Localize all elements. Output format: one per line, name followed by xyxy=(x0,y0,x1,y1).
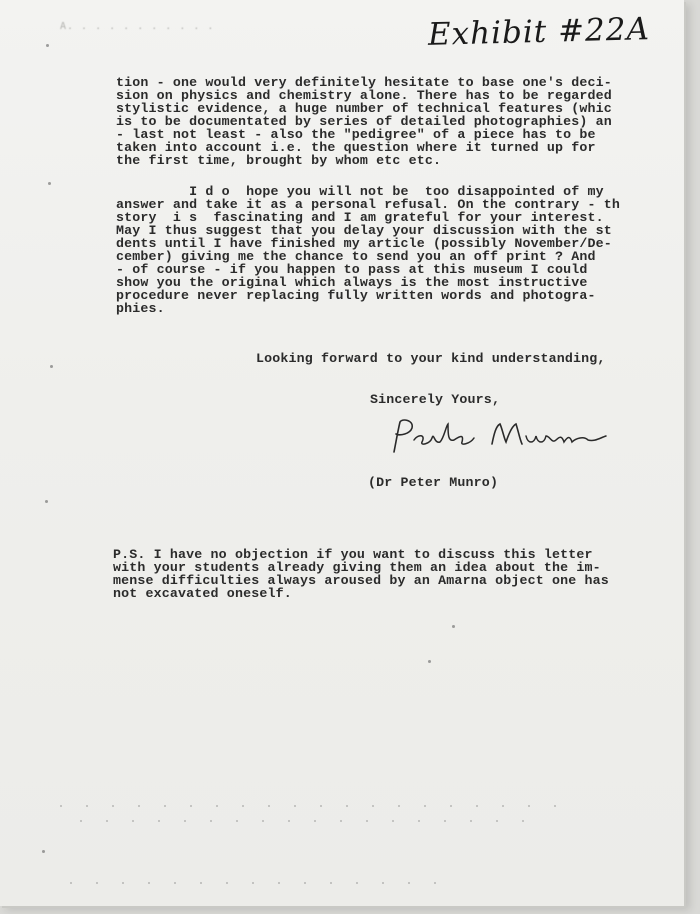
paper-speck xyxy=(45,500,48,503)
postscript: P.S. I have no objection if you want to discuss this letter with your students already giving them an idea about the im- mense difficulties always aroused by an Amarna object one has not excavated oneself. xyxy=(113,547,609,601)
exhibit-label: Exhibit #22A xyxy=(427,11,651,53)
handwritten-signature xyxy=(384,414,616,458)
paper-speck xyxy=(428,660,431,663)
paper-speck xyxy=(48,182,51,185)
paragraph-1: tion - one would very definitely hesitate to base one's deci- sion on physics and chemistry alone. There has to be regarded stylistic evidence, a huge number of technical features (whic is to be documentated by series of detailed photographies) an - last not least - also the "pedigree" of a piece has to be taken into account i.e. the question where it turned up for the first time, brought by whom etc etc. xyxy=(116,75,612,168)
paper-speckle-row xyxy=(60,805,580,807)
paper-speckle-row xyxy=(80,820,540,822)
paper-speck xyxy=(50,365,53,368)
closing-line: Looking forward to your kind understanding, xyxy=(256,351,606,366)
paragraph-2: I d o hope you will not be too disappointed of my answer and take it as a personal refusal. On the contrary - th story i s fascinating and I am grateful for your interest. May I thus suggest that you delay your discussion with the st dents until I have finished my article (possibly November/De- cember) giving me the chance to send you an off print ? And - of course - if you happen to pass at this museum I could show you the original which always is the most instructive procedure never replacing fully written words and photogra- phies. xyxy=(116,184,621,316)
paper-speckle-row xyxy=(70,882,450,884)
paper-speck xyxy=(42,850,45,853)
valediction: Sincerely Yours, xyxy=(370,392,501,407)
typed-signatory-name: (Dr Peter Munro) xyxy=(368,475,499,490)
paper-speck xyxy=(452,625,455,628)
faded-header-stamp: A. . . . . . . . . . . xyxy=(60,21,215,32)
paper-speck xyxy=(46,44,49,47)
